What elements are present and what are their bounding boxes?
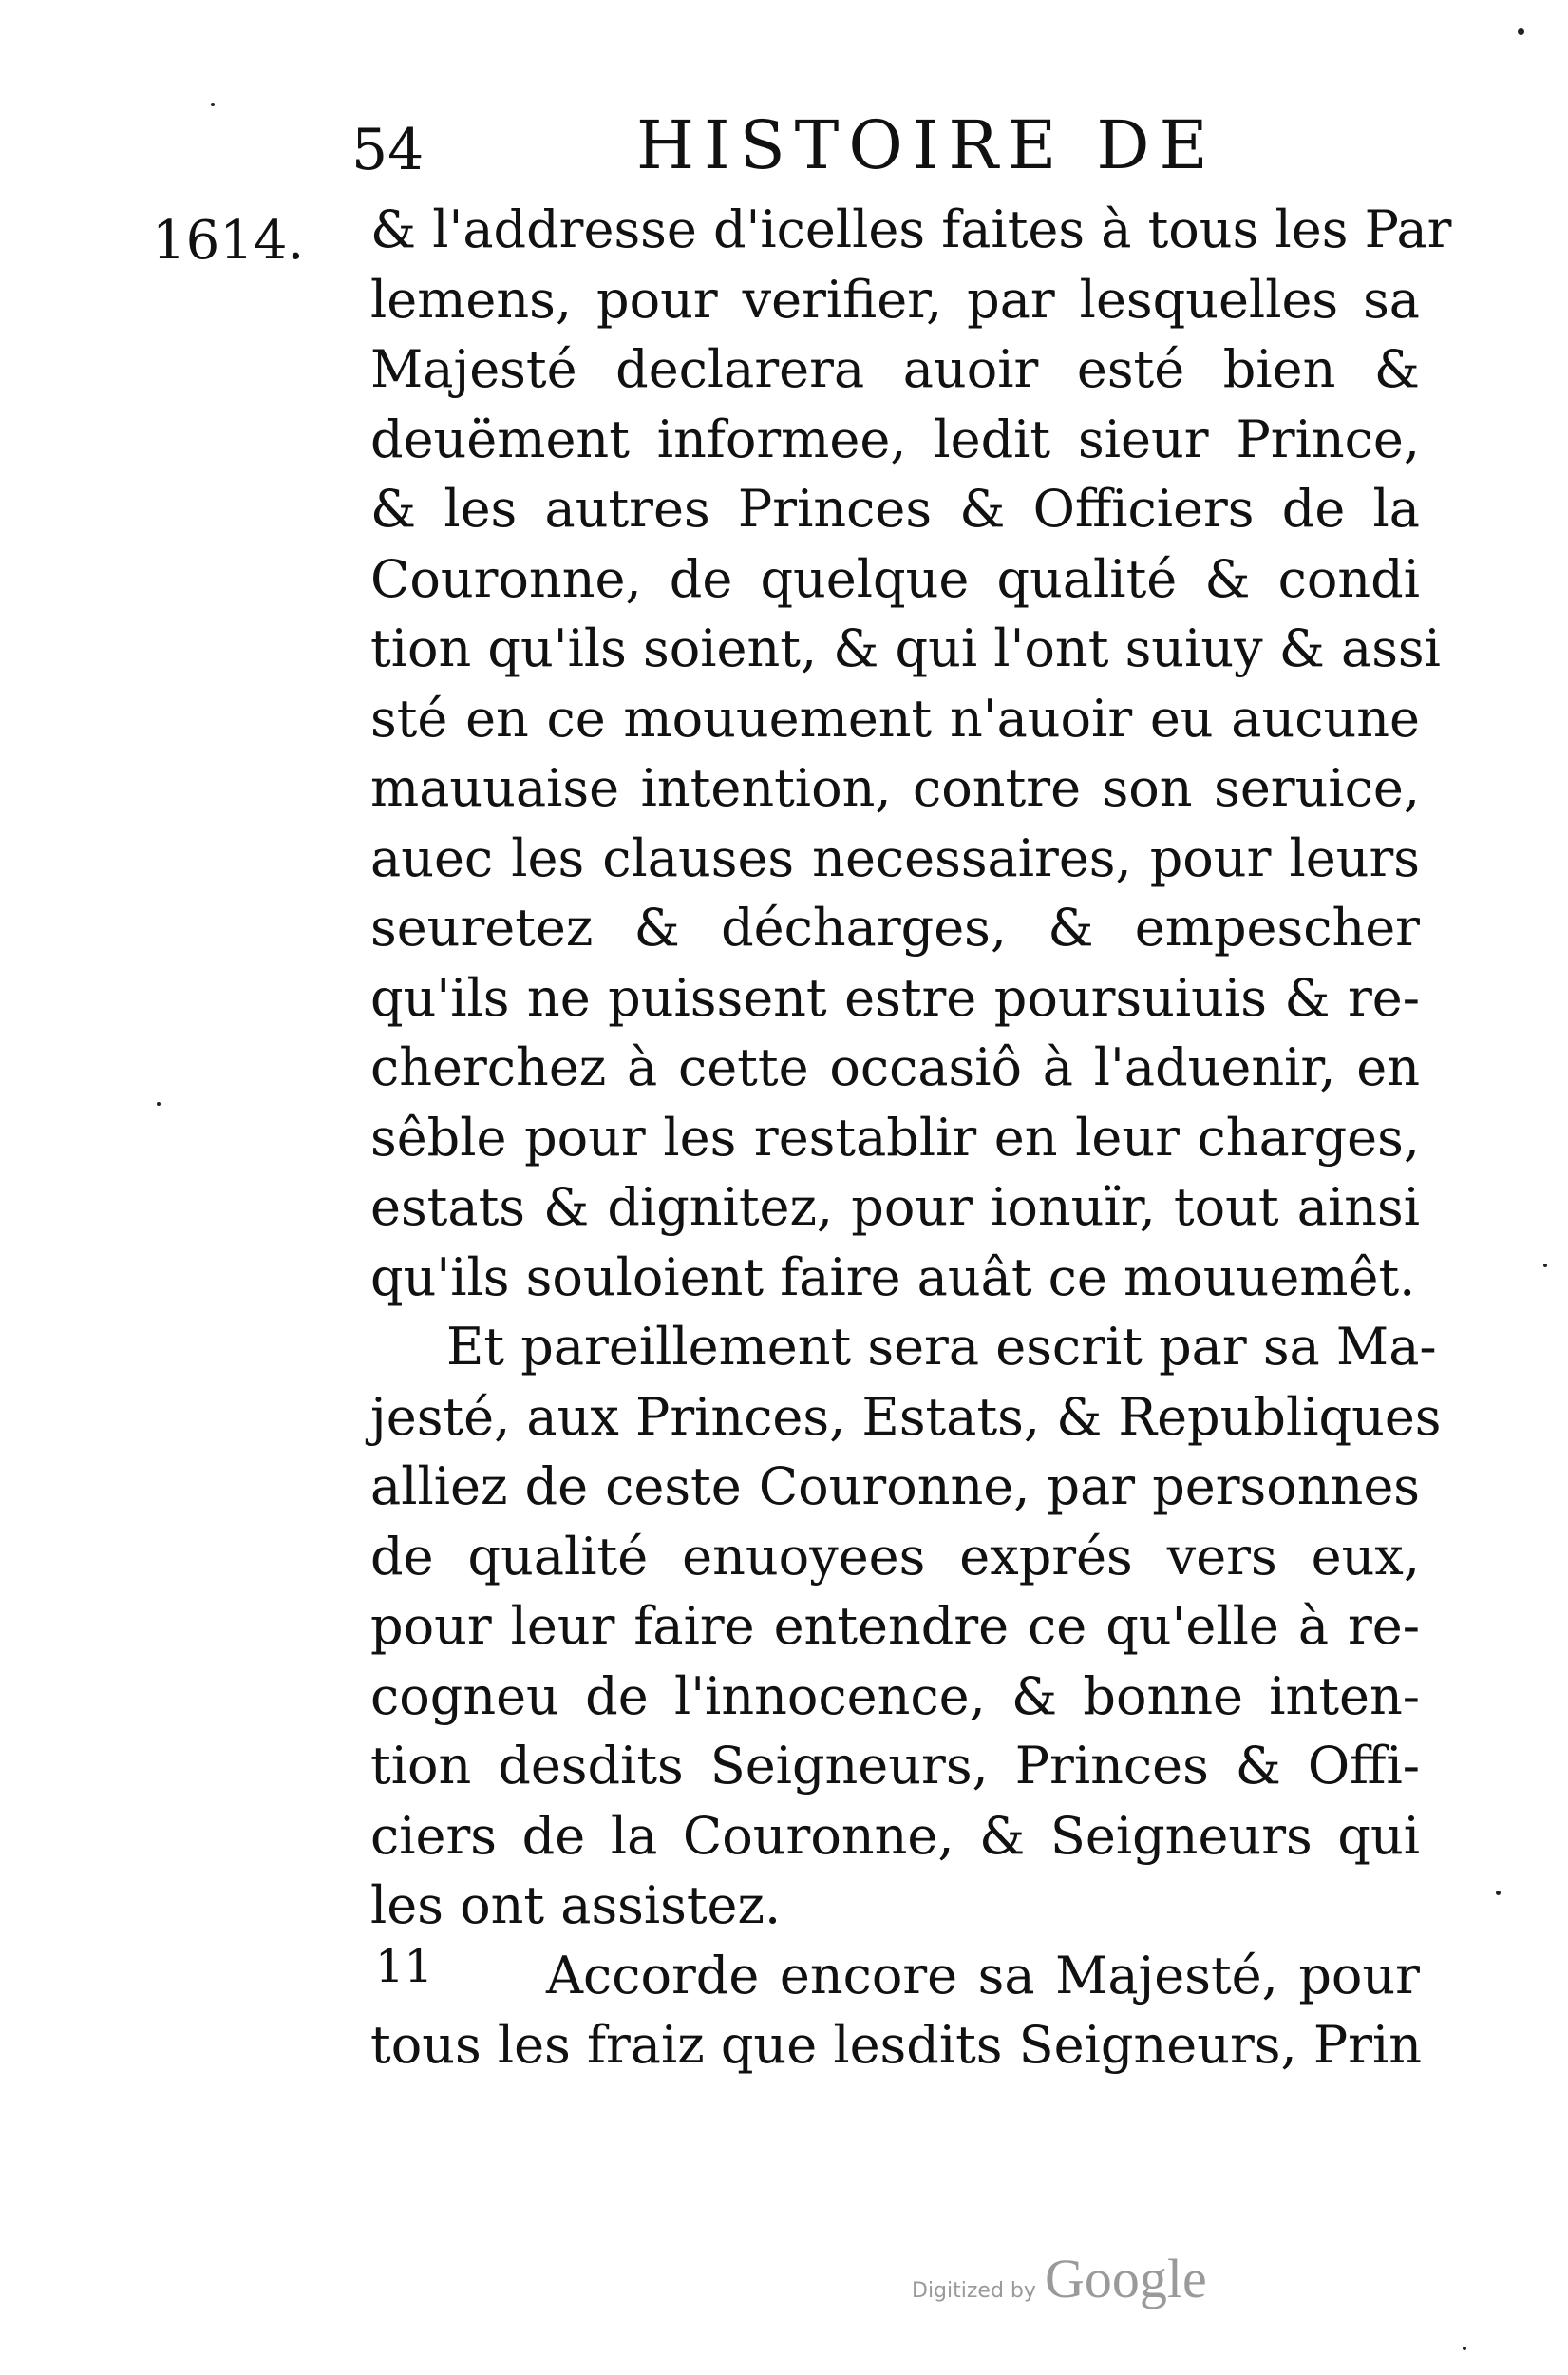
scan-speck bbox=[1518, 28, 1524, 35]
text-line: tion desdits Seigneurs, Princes & Offi- bbox=[370, 1736, 1420, 1796]
text-line: estats & dignitez, pour ionuïr, tout ainsi bbox=[370, 1177, 1420, 1237]
text-line: Accorde encore sa Majesté, pour bbox=[546, 1945, 1420, 2005]
text-line: pour leur faire entendre ce qu'elle à re- bbox=[370, 1596, 1420, 1656]
text-line: lemens, pour verifier, par lesquelles sa bbox=[370, 269, 1420, 330]
text-line: alliez de ceste Couronne, par personnes bbox=[370, 1456, 1420, 1516]
text-line: tion qu'ils soient, & qui l'ont suiuy & assi bbox=[370, 618, 1441, 678]
running-title: HISTOIRE DE bbox=[636, 106, 1218, 184]
scan-speck bbox=[1463, 2346, 1466, 2350]
google-logo: Google bbox=[1045, 2248, 1207, 2309]
text-line: auec les clauses necessaires, pour leurs bbox=[370, 827, 1420, 888]
text-line: sêble pour les restablir en leur charges, bbox=[370, 1107, 1420, 1168]
text-line: ciers de la Couronne, & Seigneurs qui bbox=[370, 1805, 1420, 1866]
text-line: & l'addresse d'icelles faites à tous les Par bbox=[370, 200, 1452, 259]
text-line: Et pareillement sera escrit par sa Ma- bbox=[446, 1317, 1437, 1377]
scan-speck bbox=[1496, 1890, 1501, 1895]
digitized-by-label: Digitized by bbox=[912, 2279, 1036, 2303]
text-line: Couronne, de quelque qualité & condi bbox=[370, 548, 1420, 609]
text-line: cogneu de l'innocence, & bonne inten- bbox=[370, 1665, 1420, 1726]
text-line: de qualité enuoyees exprés vers eux, bbox=[370, 1526, 1420, 1586]
text-line: jesté, aux Princes, Estats, & Republiques bbox=[370, 1386, 1442, 1447]
text-line: Majesté declarera auoir esté bien & bbox=[370, 339, 1420, 399]
margin-year-note: 1614. bbox=[152, 210, 305, 272]
text-line: cherchez à cette occasiô à l'aduenir, en bbox=[370, 1037, 1420, 1097]
scan-speck bbox=[157, 1102, 161, 1106]
text-line: deuëment informee, ledit sieur Prince, bbox=[370, 408, 1420, 469]
scan-speck bbox=[1543, 1264, 1547, 1267]
text-line: mauuaise intention, contre son seruice, bbox=[370, 758, 1420, 818]
text-line: qu'ils ne puissent estre poursuiuis & re- bbox=[370, 967, 1420, 1028]
body-text bbox=[370, 195, 1452, 2080]
margin-article-number: 11 bbox=[375, 1940, 434, 1993]
text-line: seuretez & décharges, & empescher bbox=[370, 898, 1420, 958]
text-line: sté en ce mouuement n'auoir eu aucune bbox=[370, 688, 1420, 749]
text-line: tous les fraiz que lesdits Seigneurs, Prin bbox=[370, 2015, 1423, 2075]
text-line: & les autres Princes & Officiers de la bbox=[370, 479, 1420, 539]
digitization-watermark bbox=[912, 2248, 1207, 2309]
scan-speck bbox=[211, 103, 215, 106]
text-line: les ont assistez. bbox=[370, 1875, 782, 1935]
page-header bbox=[351, 103, 1244, 198]
text-line: qu'ils souloient faire auât ce mouuemêt. bbox=[370, 1246, 1416, 1307]
page-number: 54 bbox=[351, 117, 425, 183]
